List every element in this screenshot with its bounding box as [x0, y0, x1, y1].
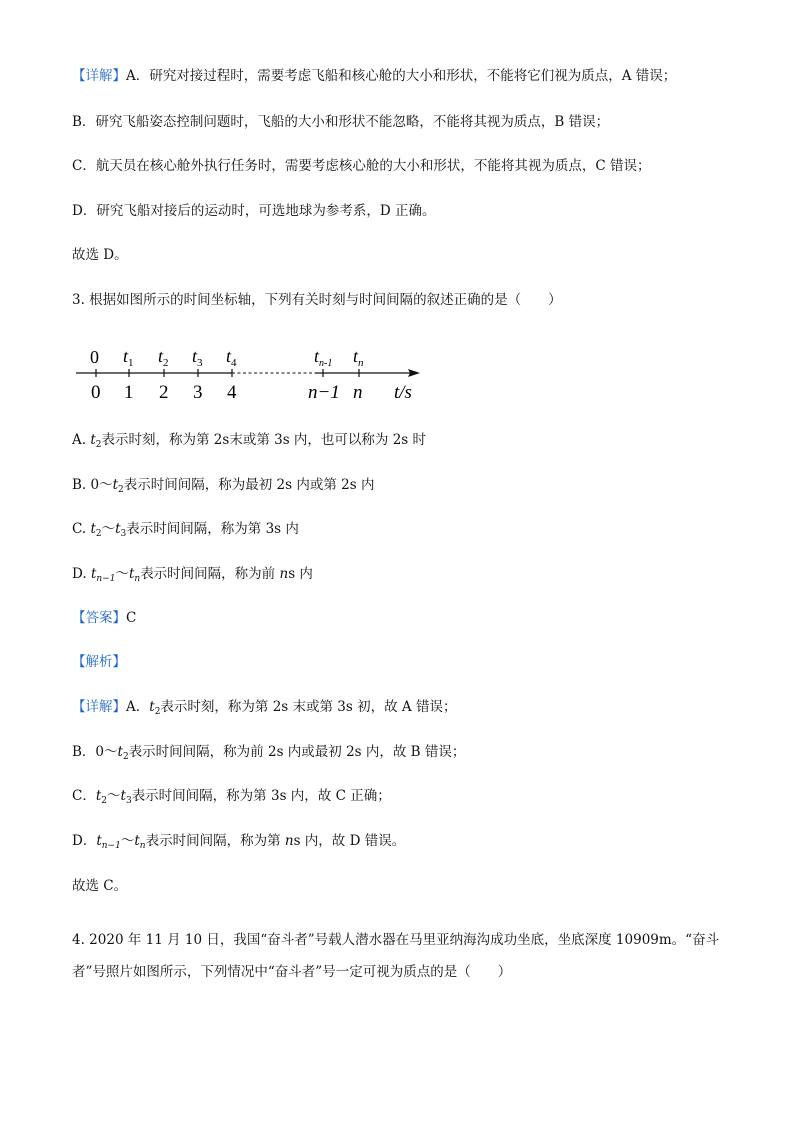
bottom-label-4: 4	[227, 382, 237, 403]
top-label-t3: $t_3$	[192, 346, 203, 369]
prev-detail-d: D．研究飞船对接后的运动时，可选地球为参考系，D 正确。	[72, 203, 436, 219]
q3-option-a: A. $t_2$表示时刻，称为第 2s末或第 3s 内，也可以称为 2s 时	[72, 432, 427, 450]
q3-detail-a: 【详解】A．$t_2$表示时刻，称为第 2s 末或第 3s 初，故 A 错误；	[72, 699, 457, 717]
bottom-label-n-1: n−1	[308, 382, 340, 403]
q3-detail-d: D．$t_{n-1}\sim t_n$表示时间间隔，称为第 ns 内，故 D 错误。	[72, 833, 406, 851]
bottom-label-n: n	[353, 382, 363, 403]
top-label-0: 0	[90, 347, 99, 367]
q3-analysis-tag: 【解析】	[72, 654, 126, 670]
prev-conclusion: 故选 D。	[72, 247, 128, 263]
q3-detail-c: C．$t_2\sim t_3$表示时间间隔，称为第 3s 内，故 C 正确；	[72, 788, 391, 806]
q3-option-c: C. $t_2\sim t_3$表示时间间隔，称为第 3s 内	[72, 521, 299, 539]
prev-detail-a: 【详解】A．研究对接过程时，需要考虑飞船和核心舱的大小和形状，不能将它们视为质点，A 错误；	[72, 68, 677, 84]
q3-answer: 【答案】C	[72, 610, 137, 626]
q3-option-d: D. $t_{n-1}\sim t_n$表示时间间隔，称为前 ns 内	[72, 566, 313, 584]
bottom-label-3: 3	[193, 382, 203, 403]
axis-label: t/s	[394, 382, 412, 403]
top-label-t1: $t_1$	[123, 346, 134, 369]
q4-stem-line2: 者”号照片如图所示，下列情况中“奋斗者”号一定可视为质点的是（ ）	[72, 964, 512, 980]
top-label-t2: $t_2$	[158, 346, 169, 369]
top-label-tn-1: $t_{n-1}$	[314, 346, 333, 369]
prev-detail-c: C．航天员在核心舱外执行任务时，需要考虑核心舱的大小和形状，不能将其视为质点，C 错误；	[72, 158, 651, 174]
bottom-label-2: 2	[159, 382, 169, 403]
q3-conclusion: 故选 C。	[72, 878, 128, 894]
q3-detail-b: B．$0\sim t_2$表示时间间隔，称为前 2s 内或最初 2s 内，故 B 错误；	[72, 744, 466, 762]
prev-detail-b: B．研究飞船姿态控制问题时，飞船的大小和形状不能忽略，不能将其视为质点，B 错误；	[72, 114, 610, 130]
time-axis-figure	[72, 338, 432, 406]
q3-option-b: B. $0\sim t_2$表示时间间隔，称为最初 2s 内或第 2s 内	[72, 477, 375, 495]
top-label-t4: $t_4$	[226, 346, 237, 369]
bottom-label-1: 1	[124, 382, 134, 403]
q4-stem-line1: 4. 2020 年 11 月 10 日，我国“奋斗者”号载人潜水器在马里亚纳海沟成功坐底，坐底深度 10909m。“奋斗	[72, 932, 720, 948]
top-label-tn: $t_n$	[353, 346, 364, 369]
q3-stem: 3. 根据如图所示的时间坐标轴，下列有关时刻与时间间隔的叙述正确的是（ ）	[72, 292, 562, 308]
answer-tag: 【答案】	[72, 610, 126, 626]
bottom-label-0: 0	[91, 382, 101, 403]
detail-tag: 【详解】	[72, 68, 126, 84]
